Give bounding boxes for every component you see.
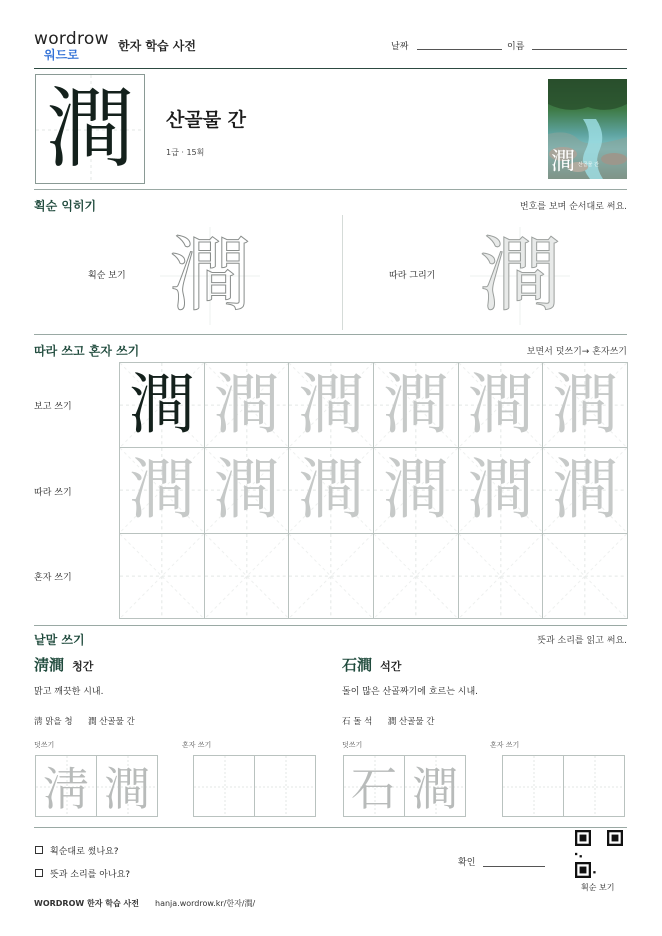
- trace-cell[interactable]: [542, 362, 628, 448]
- part-char: 石: [342, 717, 351, 727]
- part-char: 淸: [34, 717, 43, 727]
- part-char: 澗: [387, 717, 397, 727]
- word-solo-cell[interactable]: [502, 755, 564, 817]
- logo-wordmark: wordrow: [34, 29, 109, 49]
- word-parts: [342, 715, 435, 727]
- stroke-section-title: 획순 익히기: [34, 199, 97, 213]
- guide-lines: [255, 756, 315, 816]
- guide-lines: [205, 534, 289, 618]
- hanja-main-char: 澗: [45, 77, 134, 180]
- practice-section-title: 따라 쓰고 혼자 쓰기: [34, 344, 140, 358]
- meaning-sound: 산골물 간: [166, 109, 247, 131]
- word-trace-label: 덧쓰기: [342, 741, 363, 749]
- part-gloss: 돌 석: [353, 717, 373, 727]
- thumbnail-image: [548, 79, 627, 179]
- part-gloss: 산골물 간: [99, 717, 135, 727]
- words-section-divider: [34, 827, 627, 828]
- word-solo-cell[interactable]: [193, 755, 255, 817]
- confirm-field[interactable]: [483, 866, 545, 867]
- stroke-section-divider: [34, 334, 627, 335]
- part-char: 澗: [87, 717, 97, 727]
- trace-cell[interactable]: [204, 362, 290, 448]
- guide-lines: [194, 756, 254, 816]
- check-item-label: 획순대로 썼나요?: [50, 847, 119, 857]
- practice-char: 澗: [382, 451, 449, 529]
- logo[interactable]: [34, 30, 112, 66]
- date-field[interactable]: [417, 49, 502, 50]
- guide-lines: [503, 756, 563, 816]
- practice-section-hint: 보면서 덧쓰기→ 혼자쓰기: [526, 347, 627, 357]
- trace-cell[interactable]: [458, 362, 544, 448]
- trace-cell[interactable]: [119, 447, 205, 533]
- guide-lines: [374, 534, 458, 618]
- word-trace-char: 淸: [43, 762, 89, 816]
- part-gloss: 산골물 간: [398, 717, 435, 727]
- footer-url[interactable]: hanja.wordrow.kr/한자/澗/: [155, 899, 256, 908]
- word-trace-cell[interactable]: [96, 755, 158, 817]
- name-field[interactable]: [532, 49, 627, 50]
- guide-lines: [543, 534, 627, 618]
- practice-section-divider: [34, 625, 627, 626]
- solo-write-cell[interactable]: [373, 533, 459, 619]
- words-section-title: 낱말 쓰기: [34, 633, 85, 647]
- solo-write-cell[interactable]: [119, 533, 205, 619]
- practice-char: 澗: [467, 451, 534, 529]
- word-trace-char: 澗: [104, 762, 150, 816]
- trace-cell[interactable]: [204, 447, 290, 533]
- word-reading: 청간: [72, 660, 94, 673]
- stroke-divider: [342, 215, 343, 330]
- hanja-meta: 1급 · 15획: [166, 148, 205, 157]
- trace-cell[interactable]: [373, 362, 459, 448]
- guide-lines: [564, 756, 624, 816]
- word-trace-label: 덧쓰기: [34, 741, 55, 749]
- qr-label: 획순 보기: [581, 883, 615, 892]
- checkbox-meaning[interactable]: [35, 869, 43, 877]
- row-label-view: 보고 쓰기: [34, 402, 72, 412]
- hanja-main-box: [35, 74, 145, 184]
- logo-hangul: 워드로: [44, 48, 79, 62]
- practice-char: 澗: [552, 366, 619, 444]
- row-label-trace: 따라 쓰기: [34, 488, 72, 498]
- practice-char: 澗: [128, 451, 195, 529]
- trace-cell[interactable]: [288, 447, 374, 533]
- trace-cell[interactable]: [373, 447, 459, 533]
- stroke-section-hint: 번호를 보며 순서대로 써요.: [519, 202, 627, 212]
- solo-write-cell[interactable]: [458, 533, 544, 619]
- words-section-hint: 뜻과 소리를 읽고 써요.: [537, 636, 627, 646]
- practice-char: 澗: [298, 451, 365, 529]
- word-definition: 돌이 많은 산골짜기에 흐르는 시내.: [342, 687, 479, 697]
- confirm-label: 확인: [458, 858, 476, 868]
- practice-char: 澗: [128, 366, 195, 444]
- header-divider: [34, 68, 627, 69]
- word-heading: [34, 654, 93, 675]
- trace-cell[interactable]: [458, 447, 544, 533]
- guide-lines: [459, 534, 543, 618]
- word-definition: 맑고 깨끗한 시내.: [34, 687, 104, 697]
- trace-cell[interactable]: [542, 447, 628, 533]
- row-label-solo: 혼자 쓰기: [34, 573, 72, 583]
- stroke-trace-label: 따라 그리기: [389, 271, 436, 281]
- date-label: 날짜: [391, 42, 409, 52]
- name-label: 이름: [507, 42, 525, 52]
- practice-char: 澗: [213, 366, 280, 444]
- word-heading: [342, 654, 401, 675]
- word-solo-label: 혼자 쓰기: [490, 741, 520, 749]
- word-solo-label: 혼자 쓰기: [182, 741, 212, 749]
- checkbox-stroke-order[interactable]: [35, 846, 43, 854]
- stroke-order-diagram: [160, 227, 260, 325]
- word-solo-cell[interactable]: [563, 755, 625, 817]
- practice-char: 澗: [213, 451, 280, 529]
- thumbnail-caption: 산골물 간: [578, 162, 599, 168]
- word-reading: 석간: [380, 660, 402, 673]
- word-parts: [34, 715, 135, 727]
- practice-char: 澗: [298, 366, 365, 444]
- word-trace-char: 石: [351, 762, 397, 816]
- stroke-order-char: 澗: [168, 228, 251, 323]
- solo-write-cell[interactable]: [204, 533, 290, 619]
- stroke-view-label: 획순 보기: [88, 271, 126, 281]
- trace-cell[interactable]: [288, 362, 374, 448]
- word-solo-cell[interactable]: [254, 755, 316, 817]
- thumbnail-char: 澗: [551, 147, 575, 175]
- qr-code-graphic: [575, 830, 623, 878]
- stroke-trace-char: 澗: [478, 228, 561, 323]
- practice-char: 澗: [552, 451, 619, 529]
- word-hanja: 淸澗: [34, 656, 65, 674]
- word-trace-cell[interactable]: [343, 755, 405, 817]
- model-char-cell: [119, 362, 205, 448]
- practice-grid: [119, 362, 627, 618]
- page-title: 한자 학습 사전: [118, 39, 196, 53]
- practice-char: 澗: [382, 366, 449, 444]
- word-hanja: 石澗: [342, 656, 373, 674]
- stroke-trace-diagram[interactable]: [470, 227, 570, 325]
- hero-divider: [34, 189, 627, 190]
- qr-code[interactable]: [575, 830, 623, 878]
- solo-write-cell[interactable]: [288, 533, 374, 619]
- word-trace-cell[interactable]: [35, 755, 97, 817]
- practice-char: 澗: [467, 366, 534, 444]
- guide-lines: [289, 534, 373, 618]
- word-trace-char: 澗: [412, 762, 458, 816]
- word-trace-cell[interactable]: [404, 755, 466, 817]
- guide-lines: [120, 534, 204, 618]
- part-gloss: 맑을 청: [45, 717, 73, 727]
- footer-brand: WORDROW 한자 학습 사전: [34, 899, 139, 908]
- check-item-label: 뜻과 소리를 아나요?: [50, 870, 131, 880]
- solo-write-cell[interactable]: [542, 533, 628, 619]
